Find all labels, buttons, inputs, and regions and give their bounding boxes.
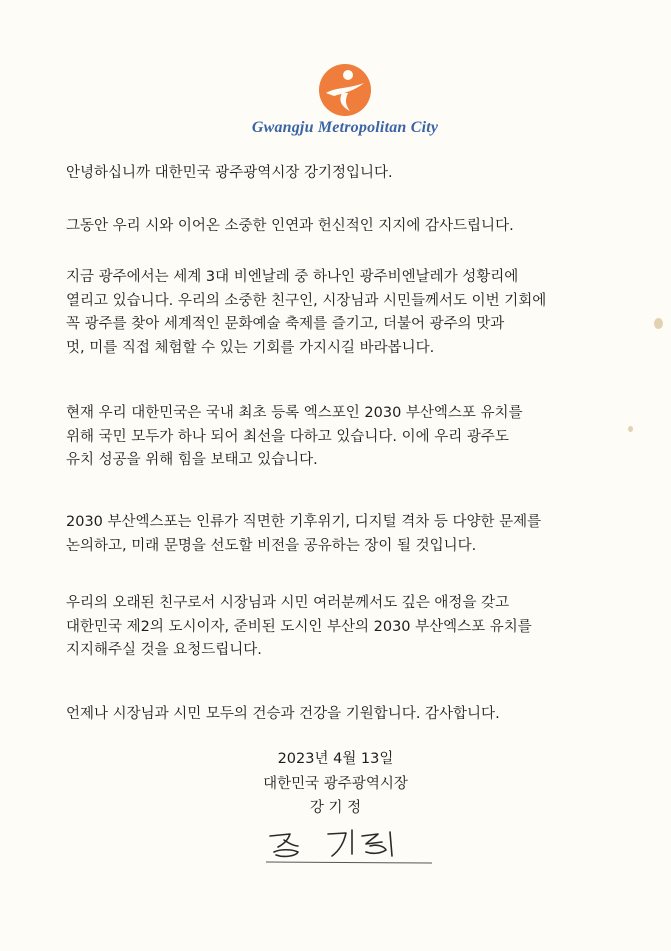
expo-bid-paragraph — [66, 402, 626, 473]
biennale-line: 지금 광주에서는 세계 3대 비엔날레 중 하나인 광주비엔날레가 성황리에 — [66, 269, 519, 285]
expo-vision-line: 2030 부산엑스포는 인류가 직면한 기후위기, 디지털 격차 등 다양한 문제를 — [66, 514, 542, 530]
mayor-title: 대한민국 광주광역시장 — [263, 776, 408, 792]
request-line: 대한민국 제2의 도시이자, 준비된 도시인 부산의 2030 부산엑스포 유치를 — [66, 618, 532, 635]
thanks-paragraph: 그동안 우리 시와 이어온 소중한 인연과 헌신적인 지지에 감사드립니다. — [66, 218, 514, 234]
wishes-paragraph: 언제나 시장님과 시민 모두의 건승과 건강을 기원합니다. 감사합니다. — [66, 706, 500, 722]
org-name: Gwangju Metropolitan City — [251, 119, 439, 136]
expo-vision-paragraph — [66, 511, 626, 558]
expo-bid-line: 현재 우리 대한민국은 국내 최초 등록 엑스포인 2030 부산엑스포 유치를 — [66, 405, 523, 421]
paper-stain — [654, 318, 663, 329]
biennale-line: 멋, 미를 직접 체험할 수 있는 기회를 가지시길 바라봅니다. — [66, 339, 435, 356]
paper-stain — [628, 426, 633, 432]
expo-bid-line: 유치 성공을 위해 힘을 보태고 있습니다. — [66, 452, 318, 468]
expo-vision-line: 논의하고, 미래 문명을 선도할 비전을 공유하는 장이 될 것입니다. — [66, 537, 477, 554]
request-paragraph — [66, 592, 626, 663]
handwritten-signature — [262, 822, 434, 868]
mayor-name: 강 기 정 — [309, 800, 362, 816]
greeting: 안녕하십니까 대한민국 광주광역시장 강기정입니다. — [66, 165, 393, 181]
biennale-line: 꼭 광주를 찾아 세계적인 문화예술 축제를 즐기고, 더불어 광주의 맛과 — [66, 316, 505, 332]
closing-date: 2023년 4월 13일 — [277, 751, 394, 767]
request-line: 우리의 오래된 친구로서 시장님과 시민 여러분께서도 깊은 애정을 갖고 — [66, 595, 510, 611]
expo-bid-line: 위해 국민 모두가 하나 되어 최선을 다하고 있습니다. 이에 우리 광주도 — [66, 428, 509, 445]
biennale-line: 열리고 있습니다. 우리의 소중한 친구인, 시장님과 시민들께서도 이번 기회에 — [66, 292, 547, 309]
request-line: 지지해주실 것을 요청드립니다. — [66, 642, 262, 658]
gwangju-emblem-icon — [318, 63, 372, 117]
biennale-paragraph — [66, 266, 626, 360]
